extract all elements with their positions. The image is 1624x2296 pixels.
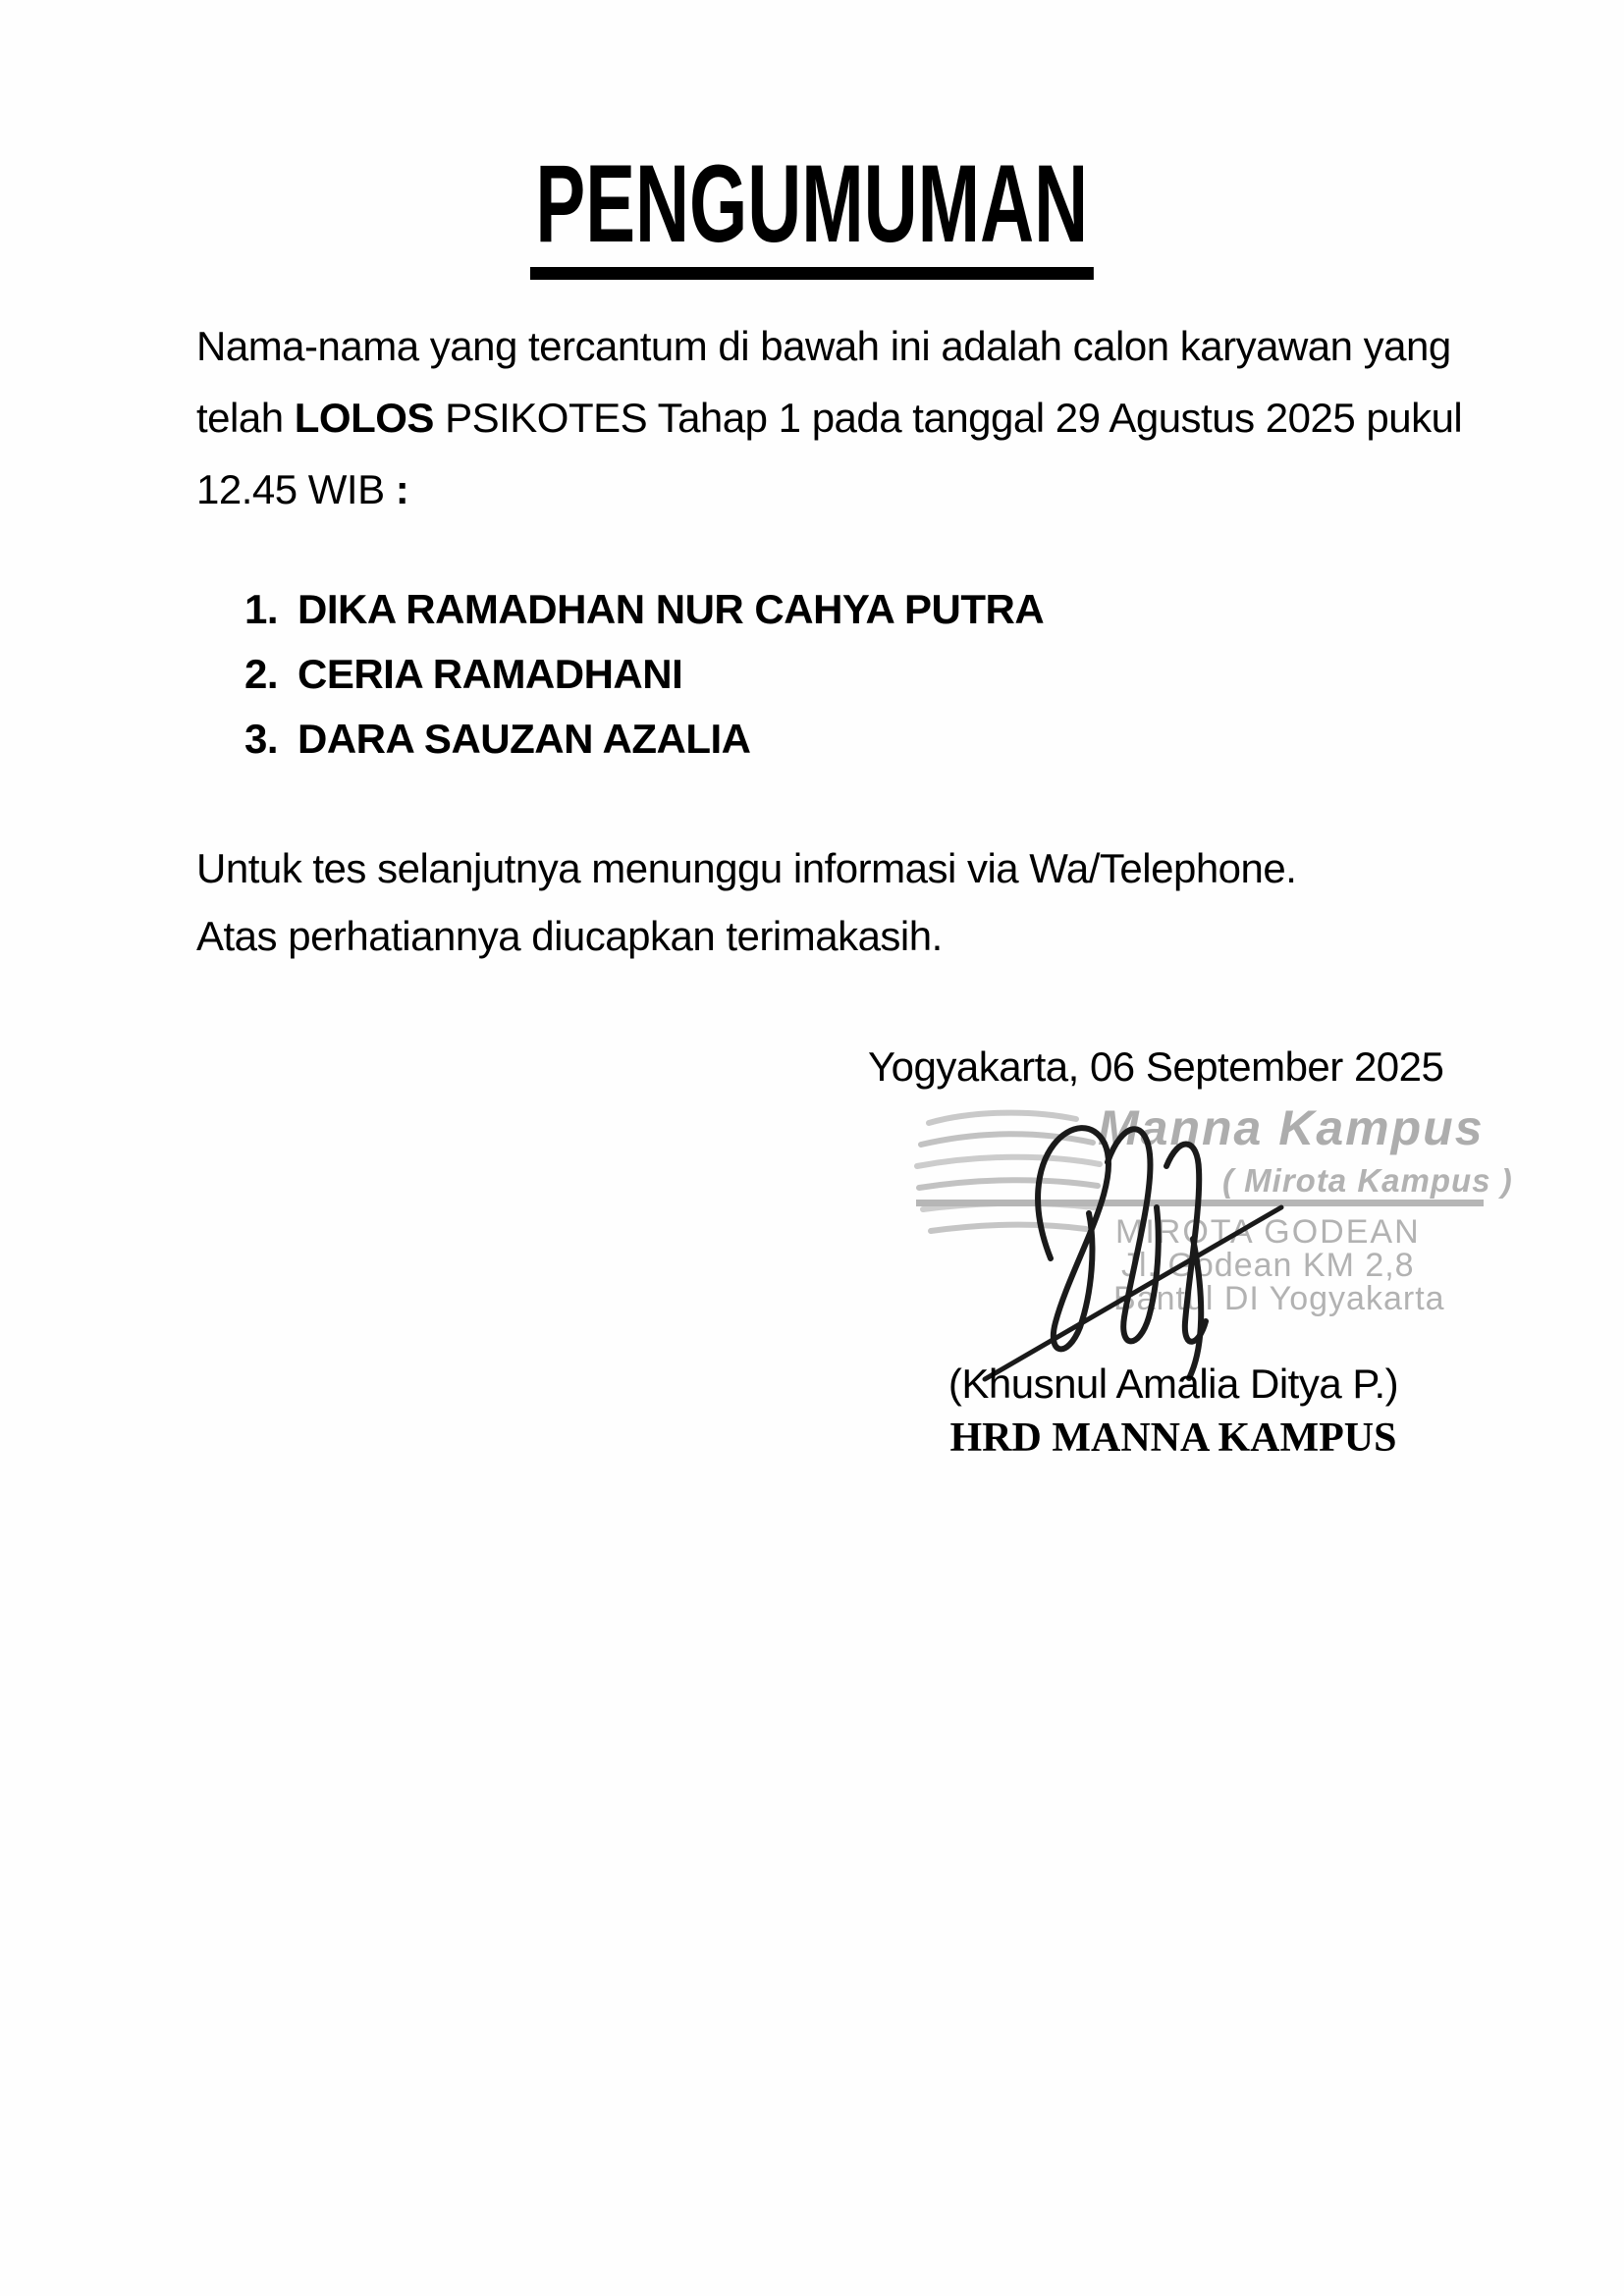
signer-name: (Khusnul Amalia Ditya P.) — [947, 1361, 1399, 1407]
signer-title: HRD MANNA KAMPUS — [949, 1415, 1397, 1461]
candidate-list — [244, 586, 1045, 783]
list-item-name: DARA SAUZAN AZALIA — [298, 716, 751, 762]
list-item-number: 1. — [244, 586, 279, 632]
closing-paragraph — [196, 845, 1428, 984]
list-item-name: DIKA RAMADHAN NUR CAHYA PUTRA — [298, 586, 1045, 632]
stamp-address-line: Jl. Godean KM 2,8 — [1121, 1247, 1415, 1284]
intro-line-1: Nama-nama yang tercantum di bawah ini adalah calon karyawan yang — [196, 323, 1451, 369]
stamp-company-name: Manna Kampus — [1098, 1100, 1485, 1155]
title-block — [0, 142, 1624, 280]
list-item — [244, 586, 1045, 632]
intro-line-2 — [196, 395, 1463, 441]
closing-line-2: Atas perhatiannya diucapkan terimakasih. — [196, 913, 943, 959]
intro-line2-post: PSIKOTES Tahap 1 pada tanggal 29 Agustus 2025 pukul — [433, 395, 1463, 441]
list-item — [244, 716, 1044, 762]
list-item-name: CERIA RAMADHANI — [298, 651, 683, 697]
list-item — [244, 651, 1044, 697]
intro-line2-pre: telah — [196, 395, 295, 441]
intro-line-3 — [196, 466, 1428, 512]
signature-scribble — [957, 1092, 1311, 1386]
stamp-alt-name: ( Mirota Kampus ) — [1222, 1162, 1513, 1199]
stamp-city-line: Bantul DI Yogyakarta — [1113, 1280, 1445, 1317]
lolos-bold-text: LOLOS — [294, 395, 434, 441]
list-item-number: 3. — [244, 716, 279, 762]
page-title: PENGUMUMAN — [530, 149, 1094, 280]
place-date-line: Yogyakarta, 06 September 2025 — [868, 1043, 1444, 1090]
intro-paragraph — [196, 323, 1463, 512]
intro-line3-colon: : — [395, 466, 409, 512]
stamp-branch-name: MIROTA GODEAN — [1115, 1213, 1421, 1251]
closing-line-1: Untuk tes selanjutnya menunggu informasi via Wa/Telephone. — [196, 845, 1297, 891]
list-item-number: 2. — [244, 651, 279, 697]
intro-line3-pre: 12.45 WIB — [196, 466, 396, 512]
